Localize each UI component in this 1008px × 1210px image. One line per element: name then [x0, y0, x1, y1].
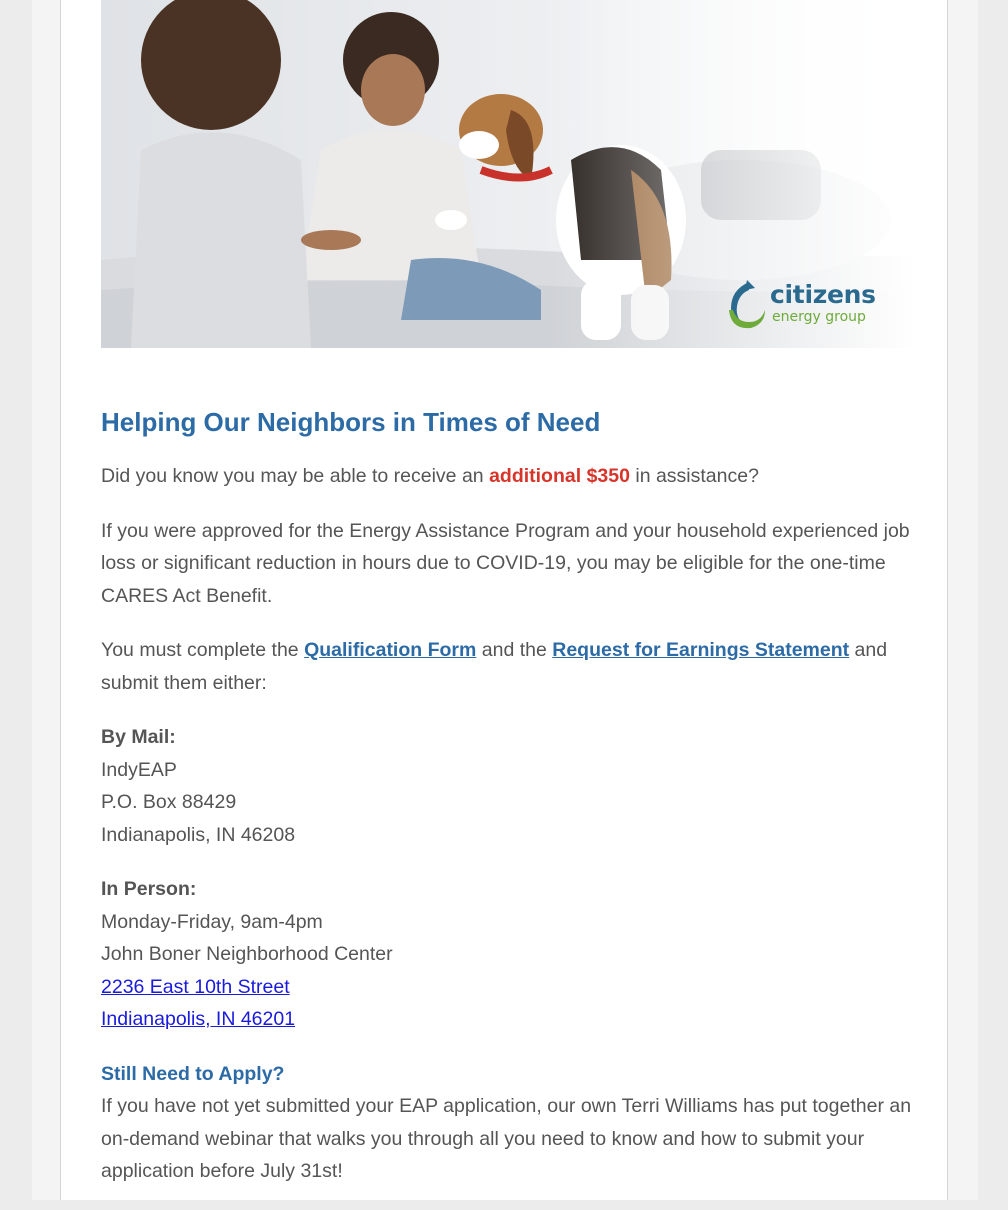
qualification-form-link[interactable]: Qualification Form — [304, 639, 477, 661]
apply-text: If you have not yet submitted your EAP application, our own Terri Williams has put together an on-demand webinar that walks you through all you need to know and how to submit your application before July 31st! — [101, 1095, 912, 1182]
intro-text-after: in assistance? — [629, 465, 759, 487]
forms-paragraph — [101, 634, 916, 699]
apply-heading: Still Need to Apply? — [101, 1062, 285, 1085]
citizens-energy-logo — [721, 276, 891, 332]
article-title: Helping Our Neighbors in Times of Need — [101, 407, 601, 437]
mail-line-3: Indianapolis, IN 46208 — [101, 823, 296, 846]
apply-section — [101, 1058, 916, 1188]
mail-line-1: IndyEAP — [101, 758, 177, 781]
earnings-statement-link[interactable]: Request for Earnings Statement — [552, 639, 850, 661]
forms-text-before: You must complete the — [101, 639, 305, 661]
forms-text-middle: and the — [476, 639, 553, 661]
in-person-section — [101, 873, 916, 1036]
in-person-label: In Person: — [101, 878, 197, 900]
logo-wordmark: citizens — [770, 280, 876, 309]
mail-section — [101, 721, 916, 851]
article-body — [101, 404, 916, 1210]
in-person-location: John Boner Neighborhood Center — [101, 943, 393, 965]
address-street-link[interactable]: 2236 East 10th Street — [101, 975, 290, 998]
amount-highlight: additional $350 — [489, 465, 630, 487]
logo-swirl-icon — [721, 276, 767, 332]
mail-line-2: P.O. Box 88429 — [101, 791, 237, 813]
mail-label: By Mail: — [101, 726, 176, 748]
logo-subtitle: energy group — [772, 309, 866, 325]
in-person-hours: Monday-Friday, 9am-4pm — [101, 910, 323, 933]
eligibility-paragraph: If you were approved for the Energy Assistance Program and your household experienced job loss or significant reduction in hours due to COVID-19, you may be eligible for the one-time CARES Act Benefit. — [101, 519, 910, 607]
intro-paragraph — [101, 460, 916, 493]
intro-text-before: Did you know you may be able to receive an — [101, 465, 490, 487]
forms-text-after: and submit them either: — [101, 639, 888, 694]
address-city-link[interactable]: Indianapolis, IN 46201 — [101, 1008, 296, 1030]
